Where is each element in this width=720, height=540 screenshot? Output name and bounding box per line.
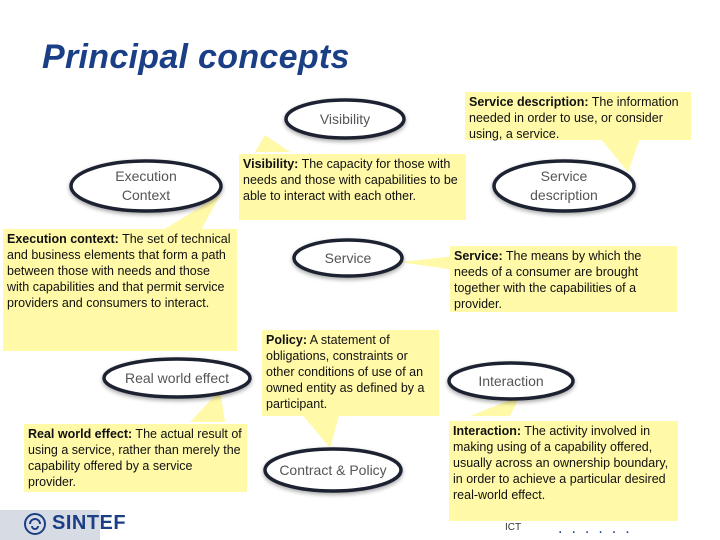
callout-execution-context [3,229,237,351]
callout-text: The actual result of using a service, rather than merely the capability offered by a service provider. [28,427,242,489]
callout-tail-service [400,256,455,270]
callout-interaction [449,421,678,521]
callout-text: A statement of obligations, constraints or other conditions of use of an owned entity as defined by a participant. [266,333,425,411]
callout-term: Service: [454,249,503,263]
node-label-context: Context [121,187,171,203]
node-label-execution: Execution [115,168,177,184]
sintef-logo-icon [24,513,46,535]
node-label-visibility: Visibility [319,111,371,127]
node-label-real-world-effect: Real world effect [124,370,230,386]
callout-tail-visibility [255,135,290,152]
node-label-interaction: Interaction [478,373,544,389]
footer-ict-label: ICT [505,522,522,533]
callout-real-world-effect [24,424,247,492]
callout-term: Real world effect: [28,427,133,441]
callout-text: The means by which the needs of a consumer are brought together with the capabilities of a provider. [454,249,642,311]
callout-visibility [239,154,466,220]
sintef-logo [24,512,126,535]
callout-service-description [465,92,691,140]
logo-text: SINTEF [52,512,127,534]
callout-text: The capacity for those with needs and those with capabilities to be able to interact with each other. [243,157,458,203]
node-label-contract-policy: Contract & Policy [279,462,387,478]
callout-policy [262,330,439,416]
callout-service [450,246,677,312]
node-label-service: Service [324,250,372,266]
callout-text: The set of technical and business elements that form a path between those with needs and those with capabilities and that permit service providers and consumers to interact. [7,232,231,310]
page-title: Principal concepts [42,38,350,76]
node-label-service-desc-1: Service [540,168,588,184]
callout-term: Execution context: [7,232,119,246]
callout-text: The information needed in order to use, or consider using, a service. [469,95,679,141]
callout-term: Service description: [469,95,589,109]
callout-term: Interaction: [453,424,522,438]
callout-term: Visibility: [243,157,299,171]
node-label-service-desc-2: description [530,187,598,203]
callout-tail-policy [300,412,340,448]
callout-term: Policy: [266,333,307,347]
callout-text: The activity involved in making using of a capability offered, usually across an ownership boundary, in order to achieve a particular desired real-world effect. [453,424,669,502]
footer-dots: ...... [558,520,639,537]
